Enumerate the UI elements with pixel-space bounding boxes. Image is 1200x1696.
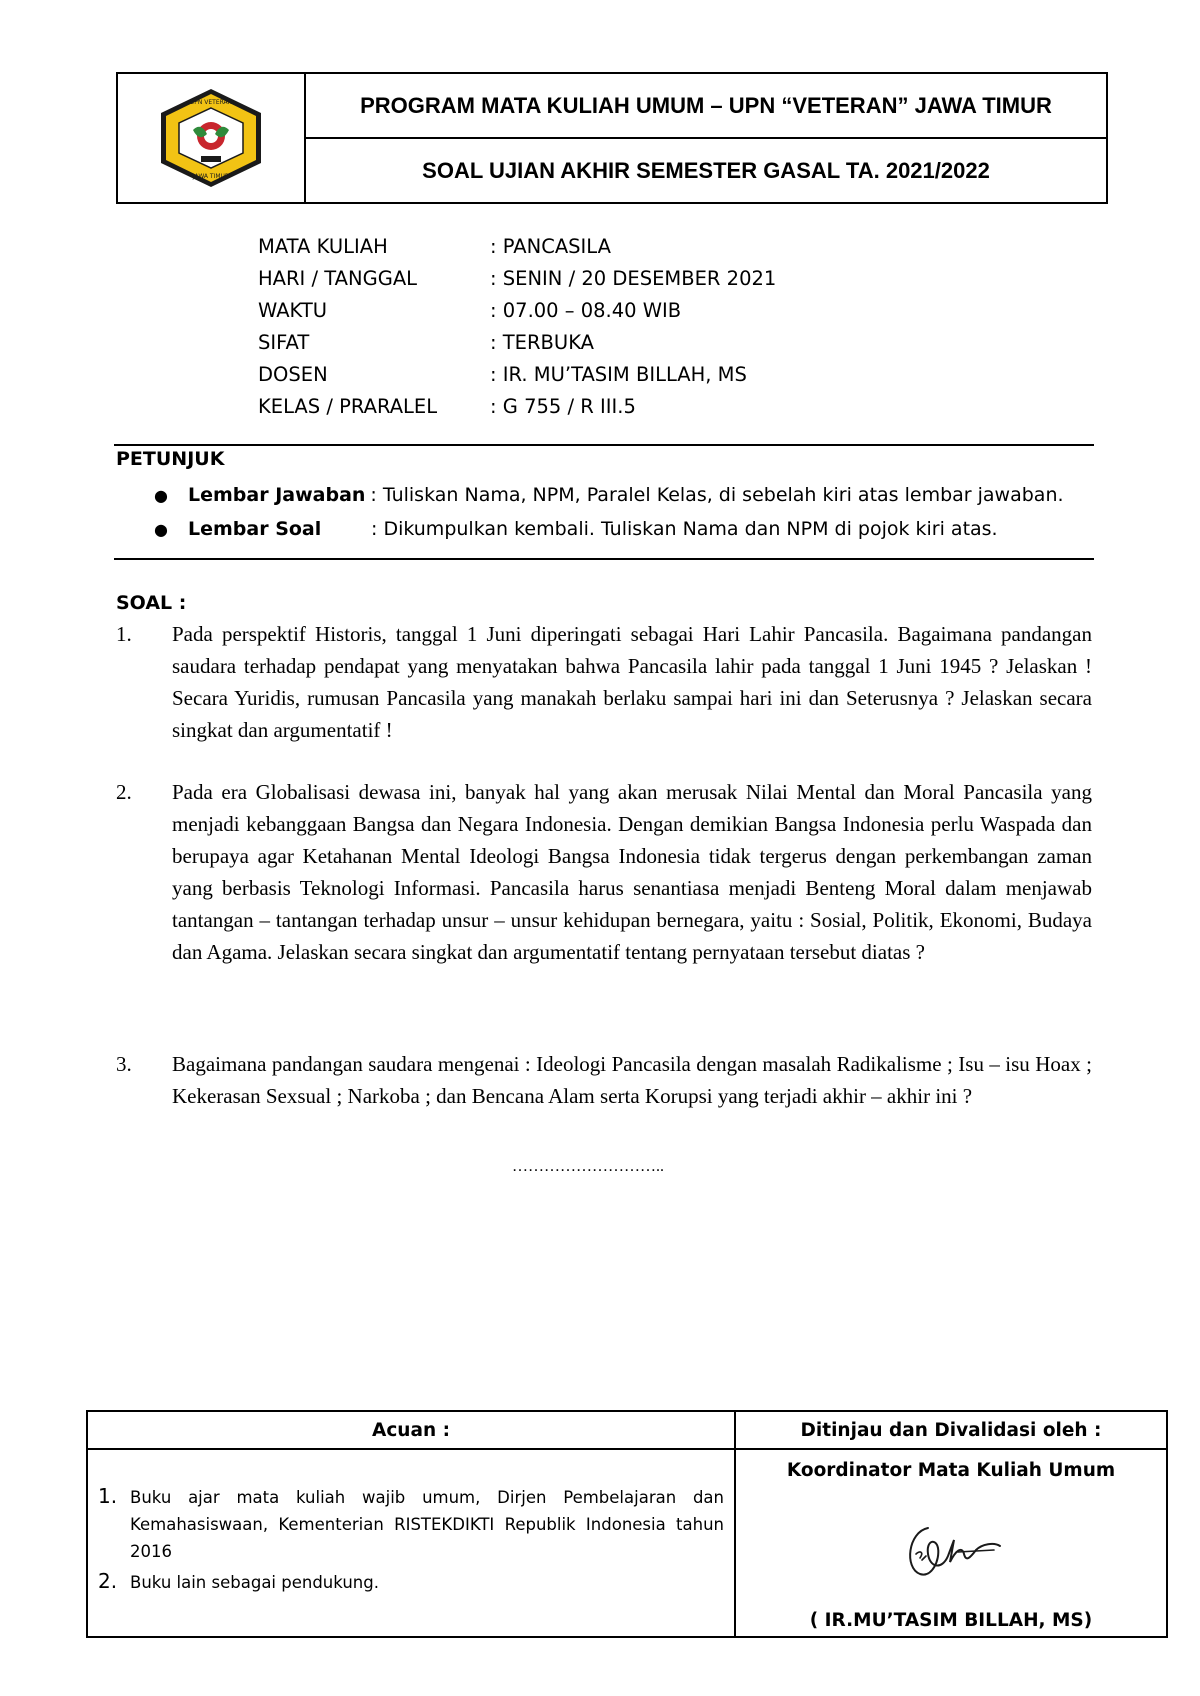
divider-bottom (114, 558, 1094, 560)
program-title: PROGRAM MATA KULIAH UMUM – UPN “VETERAN” JAWA TIMUR (306, 74, 1106, 139)
validation-column (736, 1412, 1166, 1636)
info-value: : 07.00 – 08.40 WIB (490, 298, 682, 322)
question-number: 3. (116, 1052, 132, 1076)
reference-header: Acuan : (88, 1412, 734, 1450)
reference-list (88, 1450, 734, 1636)
info-label: SIFAT (258, 330, 310, 354)
info-row-mata-kuliah (258, 230, 776, 262)
question-item (116, 618, 1092, 746)
info-label: WAKTU (258, 298, 328, 322)
info-value: : TERBUKA (490, 330, 594, 354)
instruction-label: Lembar Jawaban (188, 484, 366, 506)
reference-item (98, 1569, 724, 1596)
info-label: MATA KULIAH (258, 234, 388, 258)
info-label: HARI / TANGGAL (258, 266, 418, 290)
handwritten-signature-icon (898, 1510, 1008, 1590)
info-row-hari-tanggal (258, 262, 776, 294)
instructions (116, 448, 1096, 546)
instruction-label: Lembar Soal (188, 518, 322, 540)
instruction-item (116, 512, 1096, 546)
reference-text: Buku lain sebagai pendukung. (130, 1573, 379, 1592)
reference-column (88, 1412, 736, 1636)
instruction-text: : Tuliskan Nama, NPM, Paralel Kelas, di sebelah kiri atas lembar jawaban. (370, 484, 1064, 506)
end-dots: ……………………….. (512, 1158, 664, 1175)
validation-header: Ditinjau dan Divalidasi oleh : (736, 1412, 1166, 1450)
reference-item (98, 1484, 724, 1565)
info-value: : PANCASILA (490, 234, 611, 258)
reference-number: 1. (98, 1484, 118, 1508)
logo-cell (118, 74, 306, 202)
validation-table (86, 1410, 1168, 1638)
validation-body (736, 1450, 1166, 1636)
question-item (116, 776, 1092, 968)
svg-text:JAWA TIMUR: JAWA TIMUR (192, 173, 230, 180)
questions-title: SOAL : (116, 592, 187, 614)
question-item (116, 1048, 1092, 1112)
info-label: KELAS / PRARALEL (258, 394, 438, 418)
instruction-item (116, 478, 1096, 512)
bullet-icon: ● (154, 519, 168, 539)
divider-top (114, 444, 1094, 446)
info-row-dosen (258, 358, 776, 390)
document-header (116, 72, 1108, 204)
header-titles (306, 74, 1106, 202)
instructions-title: PETUNJUK (116, 448, 225, 470)
question-number: 1. (116, 622, 132, 646)
bullet-icon: ● (154, 485, 168, 505)
info-row-kelas (258, 390, 776, 422)
info-label: DOSEN (258, 362, 328, 386)
svg-text:UPN VETERAN: UPN VETERAN (189, 99, 233, 106)
exam-title: SOAL UJIAN AKHIR SEMESTER GASAL TA. 2021/2022 (422, 157, 990, 183)
coordinator-title: Koordinator Mata Kuliah Umum (786, 1460, 1116, 1481)
question-number: 2. (116, 780, 132, 804)
signer-name: ( IR.MU’TASIM BILLAH, MS) (809, 1610, 1093, 1631)
question-text: Pada era Globalisasi dewasa ini, banyak hal yang akan merusak Nilai Mental dan Moral Pancasila yang menjadi kebanggaan Bangsa dan Negara Indonesia. Dengan demikian Bangsa Indonesia perlu Waspada dan berupaya agar Ketahanan Mental Ideologi Bangsa Indonesia tidak tergerus dengan perkembangan zaman yang berbasis Teknologi Informasi. Pancasila harus senantiasa menjadi Benteng Moral dalam menjawab tantangan – tantangan terhadap unsur – unsur kehidupan bernegara, yaitu : Sosial, Politik, Ekonomi, Budaya dan Agama. Jelaskan secara singkat dan argumentatif tentang pernyataan tersebut diatas ? (172, 780, 1092, 964)
reference-text: Buku ajar mata kuliah wajib umum, Dirjen Pembelajaran dan Kemahasiswaan, Kementerian RISTEKDIKTI Republik Indonesia tahun 2016 (130, 1488, 724, 1561)
info-row-waktu (258, 294, 776, 326)
question-text: Bagaimana pandangan saudara mengenai : Ideologi Pancasila dengan masalah Radikalisme ; Isu – isu Hoax ; Kekerasan Sexsual ; Narkoba ; dan Bencana Alam serta Korupsi yang terjadi akhir – akhir ini ? (172, 1052, 1092, 1108)
info-value: : G 755 / R III.5 (490, 394, 636, 418)
reference-number: 2. (98, 1569, 118, 1593)
instruction-text: : Dikumpulkan kembali. Tuliskan Nama dan NPM di pojok kiri atas. (371, 518, 998, 540)
exam-info (258, 230, 776, 422)
info-row-sifat (258, 326, 776, 358)
question-text: Pada perspektif Historis, tanggal 1 Juni diperingati sebagai Hari Lahir Pancasila. Bagaimana pandangan saudara terhadap pendapat yang menyatakan bahwa Pancasila lahir pada tanggal 1 Juni 1945 ? Jelaskan ! Secara Yuridis, rumusan Pancasila yang manakah berlaku sampai hari ini dan Seterusnya ? Jelaskan secara singkat dan argumentatif ! (172, 622, 1092, 742)
info-value: : IR. MU’TASIM BILLAH, MS (490, 362, 747, 386)
university-seal-icon (149, 86, 273, 190)
info-value: : SENIN / 20 DESEMBER 2021 (490, 266, 777, 290)
